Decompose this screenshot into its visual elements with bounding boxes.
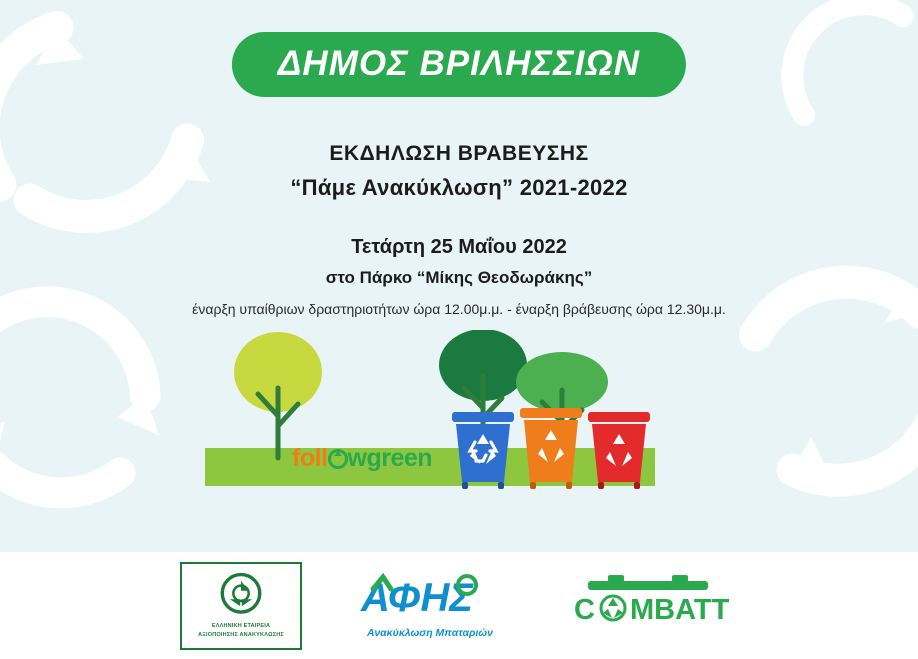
- event-subtitle: “Πάμε Ανακύκλωση” 2021-2022: [290, 175, 628, 200]
- combatt-logo: [558, 575, 738, 636]
- event-date: Τετάρτη 25 Μαΐου 2022: [351, 236, 567, 258]
- svg-text:C: C: [574, 594, 595, 626]
- eeaa-logo: [180, 562, 302, 650]
- followgreen-first-part: foll: [292, 444, 328, 472]
- followgreen-wordmark: [292, 444, 432, 473]
- svg-text:ΑΦΗΣ: ΑΦΗΣ: [361, 575, 473, 620]
- followgreen-second-part: wgreen: [347, 444, 433, 472]
- event-title: ΕΚΔΗΛΩΣΗ ΒΡΑΒΕΥΣΗΣ: [329, 142, 589, 165]
- eeaa-line1: ΕΛΛΗΝΙΚΗ ΕΤΑΙΡΕΙΑ: [211, 623, 271, 630]
- date-block: [0, 236, 918, 317]
- followgreen-o-icon: [328, 444, 348, 473]
- eeaa-recycle-icon: [215, 572, 267, 618]
- eeaa-line2: ΑΞΙΟΠΟΙΗΣΗΣ ΑΝΑΚΥΚΛΩΣΗΣ: [198, 631, 284, 638]
- recycle-arrows-decor-topleft: [0, 0, 240, 260]
- headline-block: [0, 142, 918, 201]
- combatt-logo-mark: [560, 575, 736, 631]
- sponsor-logos: [0, 552, 918, 659]
- afis-logo: [346, 573, 514, 639]
- event-schedule: έναρξη υπαίθριων δραστηριοτήτων ώρα 12.00μ.μ. - έναρξη βράβευσης ώρα 12.30μ.μ.: [192, 301, 726, 317]
- afis-logo-mark: [355, 573, 505, 621]
- footer-strip: [0, 552, 918, 659]
- event-venue: στο Πάρκο “Μίκης Θεοδωράκης”: [325, 268, 593, 287]
- afis-logo-subtitle: Ανακύκλωση Μπαταριών: [367, 626, 493, 639]
- svg-text:MBATT: MBATT: [630, 594, 730, 626]
- eeaa-logo-text: [198, 622, 284, 639]
- recycling-illustration: [190, 330, 730, 520]
- municipality-banner: ΔΗΜΟΣ ΒΡΙΛΗΣΣΙΩΝ: [232, 32, 686, 97]
